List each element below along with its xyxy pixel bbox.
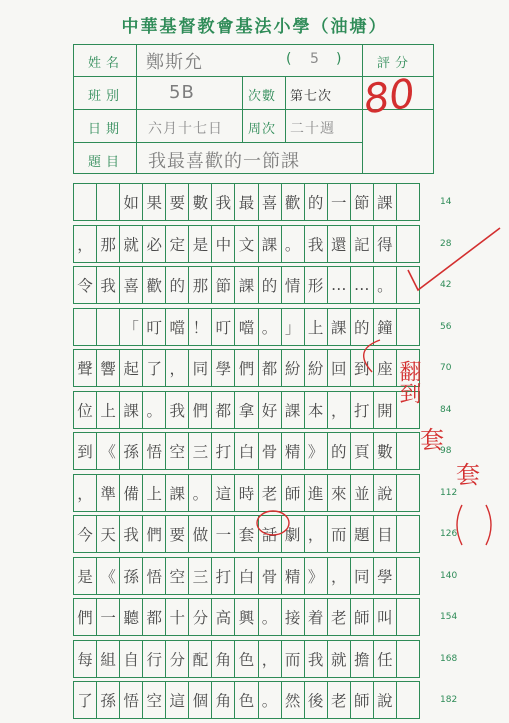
grid-cell: 我	[211, 183, 235, 221]
week-value: 二十週	[290, 121, 335, 137]
grid-cell: 師	[350, 598, 374, 636]
grid-cell: 而	[327, 515, 351, 553]
grid-cell: 聽	[119, 598, 143, 636]
char-count: 56	[440, 321, 452, 332]
grid-cell: ，	[165, 349, 189, 387]
grid-cell: 師	[350, 681, 374, 719]
grid-cell: 我	[119, 515, 143, 553]
grid-cell: 套	[234, 515, 258, 553]
char-count: 70	[440, 363, 452, 373]
grid-cell: 上	[304, 308, 328, 346]
grid-cell: 準	[96, 474, 120, 512]
grid-cell: 白	[234, 432, 258, 470]
grid-cell: 課	[165, 474, 189, 512]
grid-cell: 情	[281, 266, 305, 304]
correction-1: 翻到	[396, 360, 421, 404]
grid-cell: ，	[327, 391, 351, 429]
grid-cell: 一	[96, 598, 120, 636]
grid-cell: 空	[165, 432, 189, 470]
grid-cell: 叮	[211, 308, 235, 346]
circle-mark-icon	[257, 511, 289, 535]
grid-cell: 學	[211, 349, 235, 387]
grid-cell: 課	[119, 391, 143, 429]
grid-cell: 角	[211, 640, 235, 678]
grid-cell: …	[327, 266, 351, 304]
grid-cell: 說	[373, 681, 397, 719]
checkmark-icon	[408, 228, 500, 290]
grid-cell: 着	[304, 598, 328, 636]
char-count: 84	[440, 404, 452, 415]
grid-cell: 課	[373, 183, 397, 221]
grid-cell: 我	[304, 640, 328, 678]
grid-cell: 學	[373, 557, 397, 595]
grid-cell: 《	[96, 432, 120, 470]
grid-cell: 。	[373, 266, 397, 304]
week-label: 周次	[248, 122, 277, 137]
grid-cell: 的	[258, 266, 282, 304]
grid-cell: 個	[188, 681, 212, 719]
char-count: 140	[440, 570, 458, 581]
grid-cell: 興	[234, 598, 258, 636]
grid-cell: 擔	[350, 640, 374, 678]
grid-cell: 一	[211, 515, 235, 553]
grid-cell: 數	[188, 183, 212, 221]
char-count: 168	[440, 653, 458, 664]
grid-cell: 任	[373, 640, 397, 678]
grid-cell: 孫	[96, 681, 120, 719]
grid-cell: ，	[304, 515, 328, 553]
grid-cell: 每	[73, 640, 97, 678]
grid-cell: 的	[304, 183, 328, 221]
grid-cell: 的	[350, 308, 374, 346]
grid-cell: 定	[165, 225, 189, 263]
grid-cell: 老	[327, 681, 351, 719]
grid-cell: 噹	[165, 308, 189, 346]
grid-cell: 紛	[281, 349, 305, 387]
grid-cell: 到	[350, 349, 374, 387]
grid-cell: 做	[188, 515, 212, 553]
grid-cell: 本	[304, 391, 328, 429]
grid-cell: 起	[119, 349, 143, 387]
grid-cell: 拿	[234, 391, 258, 429]
grid-cell: 叮	[142, 308, 166, 346]
grid-cell: 話	[258, 515, 282, 553]
school-title: 中華基督教會基法小學（油塘）	[121, 17, 388, 37]
grid-cell: 形	[304, 266, 328, 304]
grid-cell: 上	[142, 474, 166, 512]
grid-cell: 座	[373, 349, 397, 387]
grid-cell: 們	[188, 391, 212, 429]
grid-cell: 這	[211, 474, 235, 512]
grid-cell: 骨	[258, 432, 282, 470]
grid-cell: 。	[258, 598, 282, 636]
grid-cell: 劇	[281, 515, 305, 553]
grid-cell: 》	[304, 557, 328, 595]
grid-cell: 天	[96, 515, 120, 553]
grid-cell: 都	[211, 391, 235, 429]
grid-cell: 》	[304, 432, 328, 470]
grid-cell: 喜	[119, 266, 143, 304]
grid-cell: 記	[350, 225, 374, 263]
grid-cell: 是	[73, 557, 97, 595]
class-label: 班別	[88, 89, 125, 104]
grid-cell: 喜	[258, 183, 282, 221]
grid-cell: 備	[119, 474, 143, 512]
grid-cell: 必	[142, 225, 166, 263]
topic-label: 題目	[88, 155, 125, 170]
grid-cell: 說	[373, 474, 397, 512]
grid-cell: 精	[281, 557, 305, 595]
char-count: 126	[440, 529, 458, 539]
grid-cell: ，	[73, 225, 97, 263]
grid-cell: 要	[165, 183, 189, 221]
paren-left-icon	[457, 505, 462, 545]
grid-cell: 歡	[142, 266, 166, 304]
grid-cell: 打	[211, 557, 235, 595]
grid-cell: 白	[234, 557, 258, 595]
grid-cell: ！	[188, 308, 212, 346]
char-count: 14	[440, 197, 452, 207]
grid-cell: 課	[234, 266, 258, 304]
grid-cell: 分	[188, 598, 212, 636]
grid-cell: 令	[73, 266, 97, 304]
grid-cell: 節	[350, 183, 374, 221]
date-label: 日期	[88, 122, 125, 137]
paren-right-icon	[486, 505, 491, 545]
grid-cell: 題	[350, 515, 374, 553]
grid-cell: ，	[327, 557, 351, 595]
date-value: 六月十七日	[148, 121, 223, 137]
grid-cell: 師	[281, 474, 305, 512]
grid-cell: 目	[373, 515, 397, 553]
grid-cell: 孫	[119, 557, 143, 595]
grid-cell: 節	[211, 266, 235, 304]
grid-cell: 那	[188, 266, 212, 304]
grid-cell: 數	[373, 432, 397, 470]
grid-cell: …	[350, 266, 374, 304]
char-count: 42	[440, 280, 452, 290]
correction-2: 套	[420, 426, 444, 454]
grid-cell: 同	[188, 349, 212, 387]
grid-cell: 來	[327, 474, 351, 512]
grid-cell: 並	[350, 474, 374, 512]
grid-cell: 後	[304, 681, 328, 719]
grid-cell: 我	[304, 225, 328, 263]
grid-cell: 們	[73, 598, 97, 636]
count-value: 第七次	[290, 89, 333, 104]
grid-cell: 」	[281, 308, 305, 346]
grid-cell: 。	[258, 308, 282, 346]
grid-cell: 接	[281, 598, 305, 636]
grid-cell: 最	[234, 183, 258, 221]
grid-cell: 的	[165, 266, 189, 304]
grid-cell: 了	[73, 681, 97, 719]
grid-cell: 十	[165, 598, 189, 636]
grid-cell: 悟	[119, 681, 143, 719]
number-open: (	[286, 51, 293, 67]
grid-cell: 回	[327, 349, 351, 387]
grid-cell: 位	[73, 391, 97, 429]
grid-cell: 們	[142, 515, 166, 553]
grid-cell: 《	[96, 557, 120, 595]
grid-cell: 三	[188, 432, 212, 470]
grid-cell: 三	[188, 557, 212, 595]
grid-cell: 。	[188, 474, 212, 512]
grid-cell: 組	[96, 640, 120, 678]
grid-cell: 進	[304, 474, 328, 512]
grid-cell: 。	[142, 391, 166, 429]
grid-cell: 那	[96, 225, 120, 263]
grid-cell: 同	[350, 557, 374, 595]
insert-mark-icon	[364, 340, 380, 372]
grid-cell: 上	[96, 391, 120, 429]
grid-cell: 「	[119, 308, 143, 346]
grid-cell: 我	[96, 266, 120, 304]
grid-cell: 噹	[234, 308, 258, 346]
grid-cell: 就	[119, 225, 143, 263]
grid-cell: 中	[211, 225, 235, 263]
grid-cell: 角	[211, 681, 235, 719]
grid-cell: 課	[258, 225, 282, 263]
grid-cell: 老	[258, 474, 282, 512]
grid-cell: 的	[327, 432, 351, 470]
grid-cell: 老	[327, 598, 351, 636]
grid-cell: 一	[327, 183, 351, 221]
number-close: )	[336, 51, 343, 67]
grid-cell: 到	[73, 432, 97, 470]
class-value: 5B	[169, 82, 195, 103]
grid-cell: 要	[165, 515, 189, 553]
grid-cell: 而	[281, 640, 305, 678]
grid-cell: 還	[327, 225, 351, 263]
grid-cell: 空	[165, 557, 189, 595]
grid-cell: 打	[211, 432, 235, 470]
grid-cell: 得	[373, 225, 397, 263]
grid-cell: 紛	[304, 349, 328, 387]
grid-cell: 空	[142, 681, 166, 719]
grid-cell: 了	[142, 349, 166, 387]
grid-cell: 行	[142, 640, 166, 678]
grid-cell: 色	[234, 681, 258, 719]
correction-3: 套	[456, 461, 480, 489]
grid-cell: 高	[211, 598, 235, 636]
grid-cell: 然	[281, 681, 305, 719]
char-count: 182	[440, 695, 458, 705]
grid-cell: 就	[327, 640, 351, 678]
grid-cell: 自	[119, 640, 143, 678]
grid-cell: 骨	[258, 557, 282, 595]
grid-cell: 。	[281, 225, 305, 263]
grid-cell: 響	[96, 349, 120, 387]
char-count: 28	[440, 238, 452, 249]
grid-cell: 叫	[373, 598, 397, 636]
grid-cell: 們	[234, 349, 258, 387]
grid-cell: 配	[188, 640, 212, 678]
grid-cell: 都	[258, 349, 282, 387]
grid-cell: 這	[165, 681, 189, 719]
grid-cell: 悟	[142, 557, 166, 595]
grid-cell: 色	[234, 640, 258, 678]
grid-cell: 都	[142, 598, 166, 636]
grid-cell: ，	[73, 474, 97, 512]
grid-cell: 我	[165, 391, 189, 429]
grid-cell: 歡	[281, 183, 305, 221]
grid-cell: 果	[142, 183, 166, 221]
grid-cell: 鐘	[373, 308, 397, 346]
char-count: 112	[440, 487, 458, 498]
grid-cell: 如	[119, 183, 143, 221]
topic-value: 我最喜歡的一節課	[148, 151, 300, 172]
grid-cell: 聲	[73, 349, 97, 387]
grid-cell: ，	[258, 640, 282, 678]
number-value: 5	[310, 51, 320, 67]
grid-cell: 時	[234, 474, 258, 512]
grid-cell: 精	[281, 432, 305, 470]
name-label: 姓名	[88, 56, 125, 71]
grid-cell: 打	[350, 391, 374, 429]
grid-cell: 開	[373, 391, 397, 429]
name-value: 鄭斯允	[146, 52, 203, 73]
grid-cell: 是	[188, 225, 212, 263]
grid-cell: 孫	[119, 432, 143, 470]
grid-cell: 頁	[350, 432, 374, 470]
count-label: 次數	[248, 89, 277, 104]
grid-cell: 課	[327, 308, 351, 346]
char-count: 98	[440, 446, 452, 456]
grid-cell: 課	[281, 391, 305, 429]
teacher-score: 80	[361, 70, 418, 124]
grid-cell: 文	[234, 225, 258, 263]
grid-cell: 好	[258, 391, 282, 429]
score-label: 評分	[377, 56, 414, 71]
grid-cell: 分	[165, 640, 189, 678]
grid-cell: 今	[73, 515, 97, 553]
grid-cell: 悟	[142, 432, 166, 470]
char-count: 154	[440, 612, 458, 622]
grid-cell: 。	[258, 681, 282, 719]
